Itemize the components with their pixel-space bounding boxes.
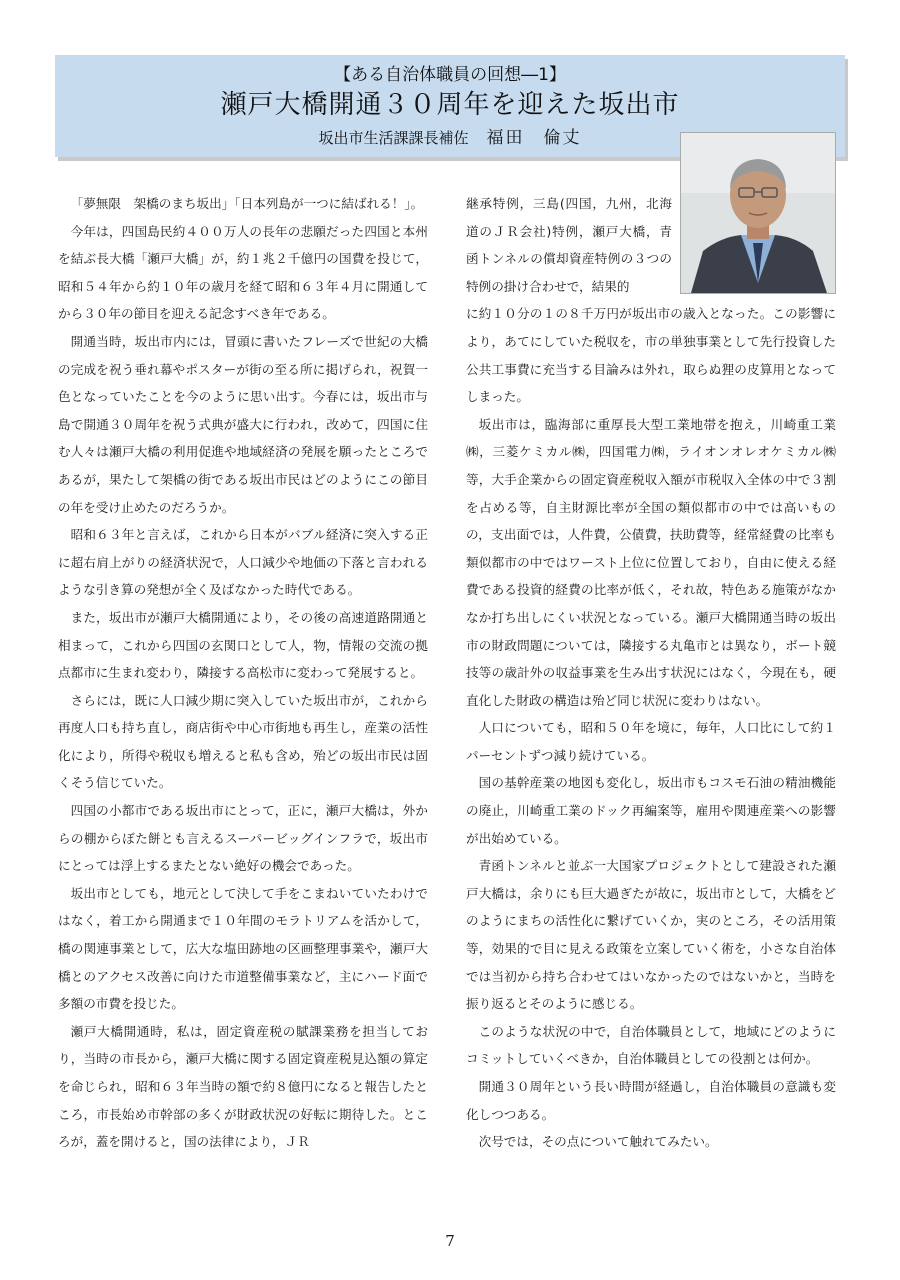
- paragraph: 開通当時，坂出市内には，冒頭に書いたフレーズで世紀の大橋の完成を祝う垂れ幕やポスターが街の至る所に掲げられ，祝賀一色となっていたことを今のように思い出す。今春には，坂出市与島で開通３０周年を祝う式典が盛大に行われ，改めて，四国に住む人々は瀬戸大橋の利用促進や地域経済の発展を願ったところであるが，果たして架橋の街である坂出市民はどのようにこの節目の年を受け止めたのだろうか。: [58, 333, 428, 515]
- paragraph: 開通３０周年という長い時間が経過し，自治体職員の意識も変化しつつある。: [466, 1079, 836, 1122]
- left-column: [58, 190, 428, 1156]
- paragraph: 四国の小都市である坂出市にとって，正に，瀬戸大橋は，外からの棚からぼた餅とも言えるスーパービッグインフラで，坂出市にとっては浮上するまたとない絶好の機会であった。: [58, 803, 428, 874]
- author-name: 福田 倫丈: [486, 128, 582, 148]
- author-position: 坂出市生活課課長補佐: [318, 129, 469, 147]
- paragraph-continued: に約１０分の１の８千万円が坂出市の歳入となった。この影響により，あてにしていた税収を，市の単独事業として先行投資した公共工事費に充当する目論みは外れ，取らぬ狸の皮算用となってしまった。: [466, 306, 836, 405]
- article-title: 瀬戸大橋開通３０周年を迎えた坂出市: [220, 90, 680, 120]
- paragraph: さらには，既に人口減少期に突入していた坂出市が，これから再度人口も持ち直し，商店街や中心市街地も再生し，産業の活性化により，所得や税収も増えると私も含め，殆どの坂出市民は固くそう信じていた。: [58, 692, 428, 791]
- right-column: [466, 190, 836, 1156]
- paragraph: 瀬戸大橋開通時，私は，固定資産税の賦課業務を担当しており，当時の市長から，瀬戸大橋に関する固定資産税見込額の算定を命じられ，昭和６３年当時の額で約８億円になると報告したところ，市長始め市幹部の多くが財政状況の好転に期待した。ところが，蓋を開けると，国の法律により，ＪＲ: [58, 1023, 429, 1150]
- paragraph: このような状況の中で，自治体職員として，地域にどのようにコミットしていくべきか，自治体職員としての役割とは何か。: [466, 1023, 836, 1067]
- series-label: 【ある自治体職員の回想―1】: [334, 65, 566, 85]
- paragraph: 「夢無限 架橋のまち坂出」「日本列島が一つに結ばれる！」。: [70, 196, 424, 211]
- paragraph: 次号では，その点について触れてみたい。: [478, 1134, 718, 1150]
- paragraph: また，坂出市が瀬戸大橋開通により，その後の高速道路開通と相まって，これから四国の玄関口として人，物，情報の交流の拠点都市に生まれ変わり，隣接する高松市に変わって発展すると。: [58, 609, 428, 681]
- paragraph: 人口についても，昭和５０年を境に，毎年，人口比にして約１パーセントずつ減り続けている。: [466, 720, 836, 763]
- paragraph: 坂出市としても，地元として決して手をこまねいていたわけではなく，着工から開通まで１０年間のモラトリアムを活かして，橋の関連事業として，広大な塩田跡地の区画整理事業や，瀬戸大橋とのアクセス改善に向けた市道整備事業など，主にハード面で多額の市費を投じた。: [58, 885, 428, 1012]
- paragraph: 坂出市は，臨海部に重厚長大型工業地帯を抱え，川崎重工業㈱，三菱ケミカル㈱，四国電力㈱，ライオンオレオケミカル㈱等，大手企業からの固定資産税収入額が市税収入全体の中で３割を占める等，自主財源比率が全国の類似都市の中では高いものの，支出面では，人件費，公債費，扶助費等，経常経費の比率も類似都市の中ではワースト上位に位置しており，自由に使える経費である投資的経費の比率が低く，それ故，特色ある施策がなかなか打ち出しにくい状況となっている。瀬戸大橋開通当時の坂出市の財政問題については，隣接する丸亀市とは異なり，ボート競技等の歳計外の収益事業を生み出す状況にはなく，今現在も，硬直化した財政の構造は殆ど同じ状況に変わりはない。: [466, 416, 836, 708]
- paragraph: 青函トンネルと並ぶ一大国家プロジェクトとして建設された瀬戸大橋は，余りにも巨大過ぎたが故に，坂出市として，大橋をどのようにまちの活性化に繋げていくか，実のところ，その活用策等，効果的で目に見える政策を立案していく術を，小さな自治体では当初から持ち合わせてはいなかったのではないかと，当時を振り返るとそのように感じる。: [466, 858, 836, 1012]
- paragraph: 今年は，四国島民約４００万人の長年の悲願だった四国と本州を結ぶ長大橋「瀬戸大橋」が，約１兆２千億円の国費を投じて，昭和５４年から約１０年の歳月を経て昭和６３年４月に開通してから３０年の節目を迎える記念すべき年である。: [58, 223, 429, 322]
- paragraph: 昭和６３年と言えば，これから日本がバブル経済に突入する正に超右肩上がりの経済状況で，人口減少や地価の下落と言われるような引き算の発想が全く及ばなかった時代である。: [58, 527, 428, 598]
- paragraph: 国の基幹産業の地図も変化し，坂出市もコスモ石油の精油機能の廃止，川崎重工業のドック再編案等，雇用や関連産業への影響が出始めている。: [466, 775, 836, 846]
- page-number: 7: [445, 1232, 455, 1250]
- paragraph-continued: 継承特例，三島(四国，九州，北海道のＪＲ会社)特例，瀬戸大橋，青函トンネルの償却資産特例の３つの特例の掛け合わせで，結果的: [466, 196, 672, 294]
